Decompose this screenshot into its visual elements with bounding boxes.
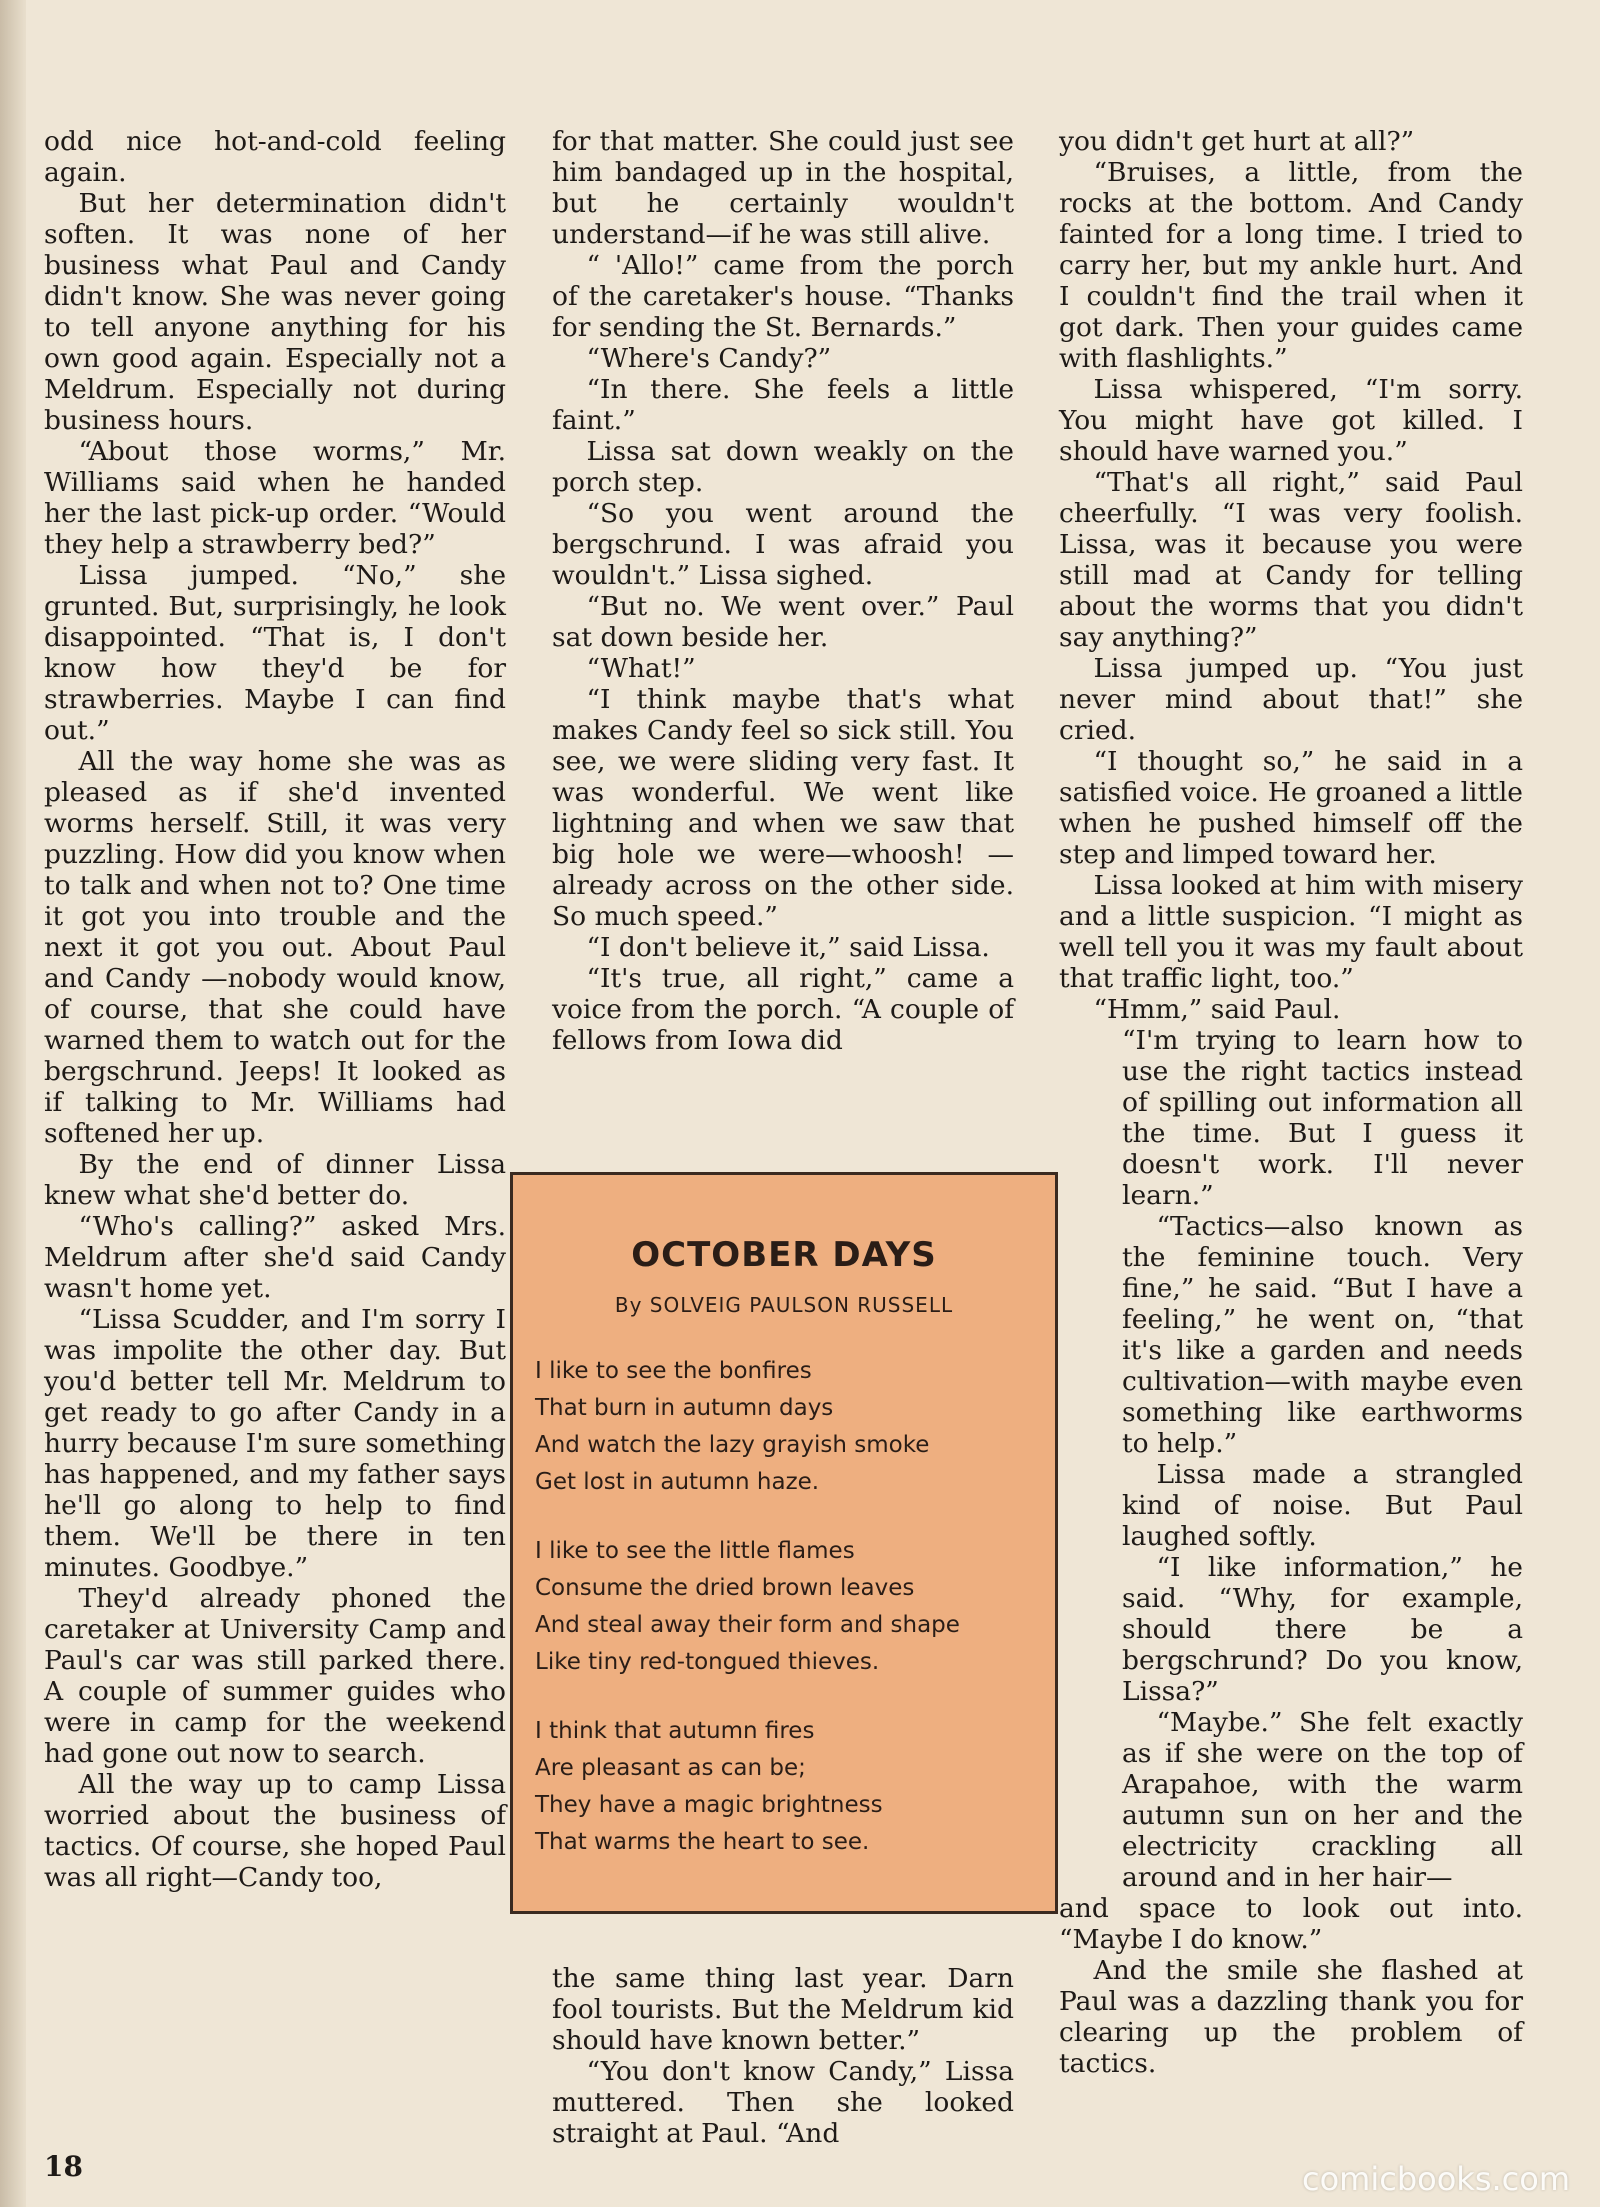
story-paragraph: “That's all right,” said Paul cheerfully. “I was very foolish. Lissa, was it because you were still mad at Candy for telling about the worms that you didn't say anything?” <box>1059 467 1523 653</box>
poem-line: That burn in autumn days <box>535 1395 834 1421</box>
poem-line: And watch the lazy grayish smoke <box>535 1432 930 1458</box>
story-paragraph: All the way up to camp Lissa worried about the business of tactics. Of course, she hoped Paul was all right—Candy too, <box>44 1769 506 1893</box>
story-paragraph: “It's true, all right,” came a voice from the porch. “A couple of fellows from Iowa did <box>552 963 1014 1056</box>
story-column-2-bottom <box>552 1963 1014 2149</box>
poem-line: I like to see the bonfires <box>535 1358 812 1384</box>
story-paragraph: But her determination didn't soften. It was none of her business what Paul and Candy didn't know. She was never going to tell anyone anything for his own good again. Especially not a Meldrum. Especially not during business hours. <box>44 188 506 436</box>
poem-stanza <box>535 1533 1045 1681</box>
story-column-2-top <box>552 126 1014 1056</box>
page-edge <box>0 0 26 2207</box>
poem-line: That warms the heart to see. <box>535 1829 870 1855</box>
story-paragraph: All the way home she was as pleased as if she'd invented worms herself. Still, it was very puzzling. How did you know when to talk and when not to? One time it got you into trouble and the next it got you out. About Paul and Candy —nobody would know, of course, that she could have warned them to watch out for the bergschrund. Jeeps! It looked as if talking to Mr. Williams had softened her up. <box>44 746 506 1149</box>
story-paragraph: “Lissa Scudder, and I'm sorry I was impolite the other day. But you'd better tell Mr. Meldrum to get ready to go after Candy in a hurry because I'm sure something has happened, and my father says he'll go along to help to find them. We'll be there in ten minutes. Goodbye.” <box>44 1304 506 1583</box>
story-paragraph: Lissa jumped up. “You just never mind about that!” she cried. <box>1059 653 1523 746</box>
story-paragraph: “Who's calling?” asked Mrs. Meldrum after she'd said Candy wasn't home yet. <box>44 1211 506 1304</box>
story-paragraph: And the smile she flashed at Paul was a dazzling thank you for clearing up the problem of tactics. <box>1059 1955 1523 2079</box>
story-paragraph: “Maybe.” She felt exactly as if she were on the top of Arapahoe, with the warm autumn sun on her and the electricity crackling all around and in her hair— <box>1122 1707 1523 1893</box>
story-paragraph: Lissa made a strangled kind of noise. But Paul laughed softly. <box>1122 1459 1523 1552</box>
story-column-3 <box>1059 126 1523 2079</box>
story-paragraph: “What!” <box>586 653 696 684</box>
story-paragraph: “Where's Candy?” <box>586 343 832 374</box>
poem-stanza <box>535 1713 1045 1861</box>
story-paragraph: “Bruises, a little, from the rocks at the bottom. And Candy fainted for a long time. I tried to carry her, but my ankle hurt. And I couldn't find the trail when it got dark. Then your guides came with flashlights.” <box>1059 157 1523 374</box>
page-number: 18 <box>44 2150 83 2183</box>
story-paragraph: By the end of dinner Lissa knew what she'd better do. <box>44 1149 506 1211</box>
poem-line: Get lost in autumn haze. <box>535 1469 820 1495</box>
poem-byline: By SOLVEIG PAULSON RUSSELL <box>614 1293 954 1317</box>
story-paragraph: odd nice hot-and-cold feeling again. <box>44 126 506 188</box>
poem-line: And steal away their form and shape <box>535 1612 960 1638</box>
story-paragraph: “I like information,” he said. “Why, for example, should there be a bergschrund? Do you know, Lissa?” <box>1122 1552 1523 1707</box>
story-paragraph: “You don't know Candy,” Lissa muttered. Then she looked straight at Paul. “And <box>552 2056 1014 2149</box>
story-paragraph: “About those worms,” Mr. Williams said when he handed her the last pick-up order. “Would they help a strawberry bed?” <box>44 436 506 560</box>
story-paragraph: “But no. We went over.” Paul sat down beside her. <box>552 591 1014 653</box>
story-column-1 <box>44 126 506 1893</box>
poem-line: They have a magic brightness <box>535 1792 883 1818</box>
site-watermark: comicbooks.com <box>1301 2160 1570 2198</box>
poem-line: Are pleasant as can be; <box>535 1755 806 1781</box>
story-paragraph: They'd already phoned the caretaker at University Camp and Paul's car was still parked there. A couple of summer guides who were in camp for the weekend had gone out now to search. <box>44 1583 506 1769</box>
story-paragraph: “Hmm,” said Paul. <box>1093 994 1341 1025</box>
poem-line: I think that autumn fires <box>535 1718 815 1744</box>
indented-text-block <box>1122 1025 1523 1893</box>
poem-line: Like tiny red-tongued thieves. <box>535 1649 880 1675</box>
story-paragraph: for that matter. She could just see him bandaged up in the hospital, but he certainly wouldn't understand—if he was still alive. <box>552 126 1014 250</box>
poem-box <box>510 1172 1058 1914</box>
story-paragraph: “So you went around the bergschrund. I was afraid you wouldn't.” Lissa sighed. <box>552 498 1014 591</box>
poem-title: OCTOBER DAYS <box>631 1235 937 1275</box>
story-paragraph: Lissa looked at him with misery and a little suspicion. “I might as well tell you it was my fault about that traffic light, too.” <box>1059 870 1523 994</box>
poem-stanza <box>535 1353 1045 1501</box>
story-paragraph: the same thing last year. Darn fool tourists. But the Meldrum kid should have known better.” <box>552 1963 1014 2056</box>
story-paragraph: “I don't believe it,” said Lissa. <box>586 932 990 963</box>
story-paragraph: “I thought so,” he said in a satisfied voice. He groaned a little when he pushed himself off the step and limped toward her. <box>1059 746 1523 870</box>
story-paragraph: Lissa jumped. “No,” she grunted. But, surprisingly, he look disappointed. “That is, I don't know how they'd be for strawberries. Maybe I can find out.” <box>44 560 506 746</box>
story-paragraph: “I think maybe that's what makes Candy feel so sick still. You see, we were sliding very fast. It was wonderful. We went like lightning and when we saw that big hole we were—whoosh! —already across on the other side. So much speed.” <box>552 684 1014 932</box>
poem-line: Consume the dried brown leaves <box>535 1575 915 1601</box>
story-paragraph: Lissa sat down weakly on the porch step. <box>552 436 1014 498</box>
story-paragraph: “Tactics—also known as the feminine touch. Very fine,” he said. “But I have a feeling,” he went on, “that it's like a garden and needs cultivation—with maybe even something like earthworms to help.” <box>1122 1211 1523 1459</box>
story-paragraph: and space to look out into. “Maybe I do know.” <box>1059 1893 1523 1955</box>
story-paragraph: you didn't get hurt at all?” <box>1059 126 1415 157</box>
poem-line: I like to see the little flames <box>535 1538 855 1564</box>
story-paragraph: “I'm trying to learn how to use the right tactics instead of spilling out information all the time. But I guess it doesn't work. I'll never learn.” <box>1122 1025 1523 1211</box>
story-paragraph: “In there. She feels a little faint.” <box>552 374 1014 436</box>
story-paragraph: “ 'Allo!” came from the porch of the caretaker's house. “Thanks for sending the St. Bernards.” <box>552 250 1014 343</box>
story-paragraph: Lissa whispered, “I'm sorry. You might have got killed. I should have warned you.” <box>1059 374 1523 467</box>
